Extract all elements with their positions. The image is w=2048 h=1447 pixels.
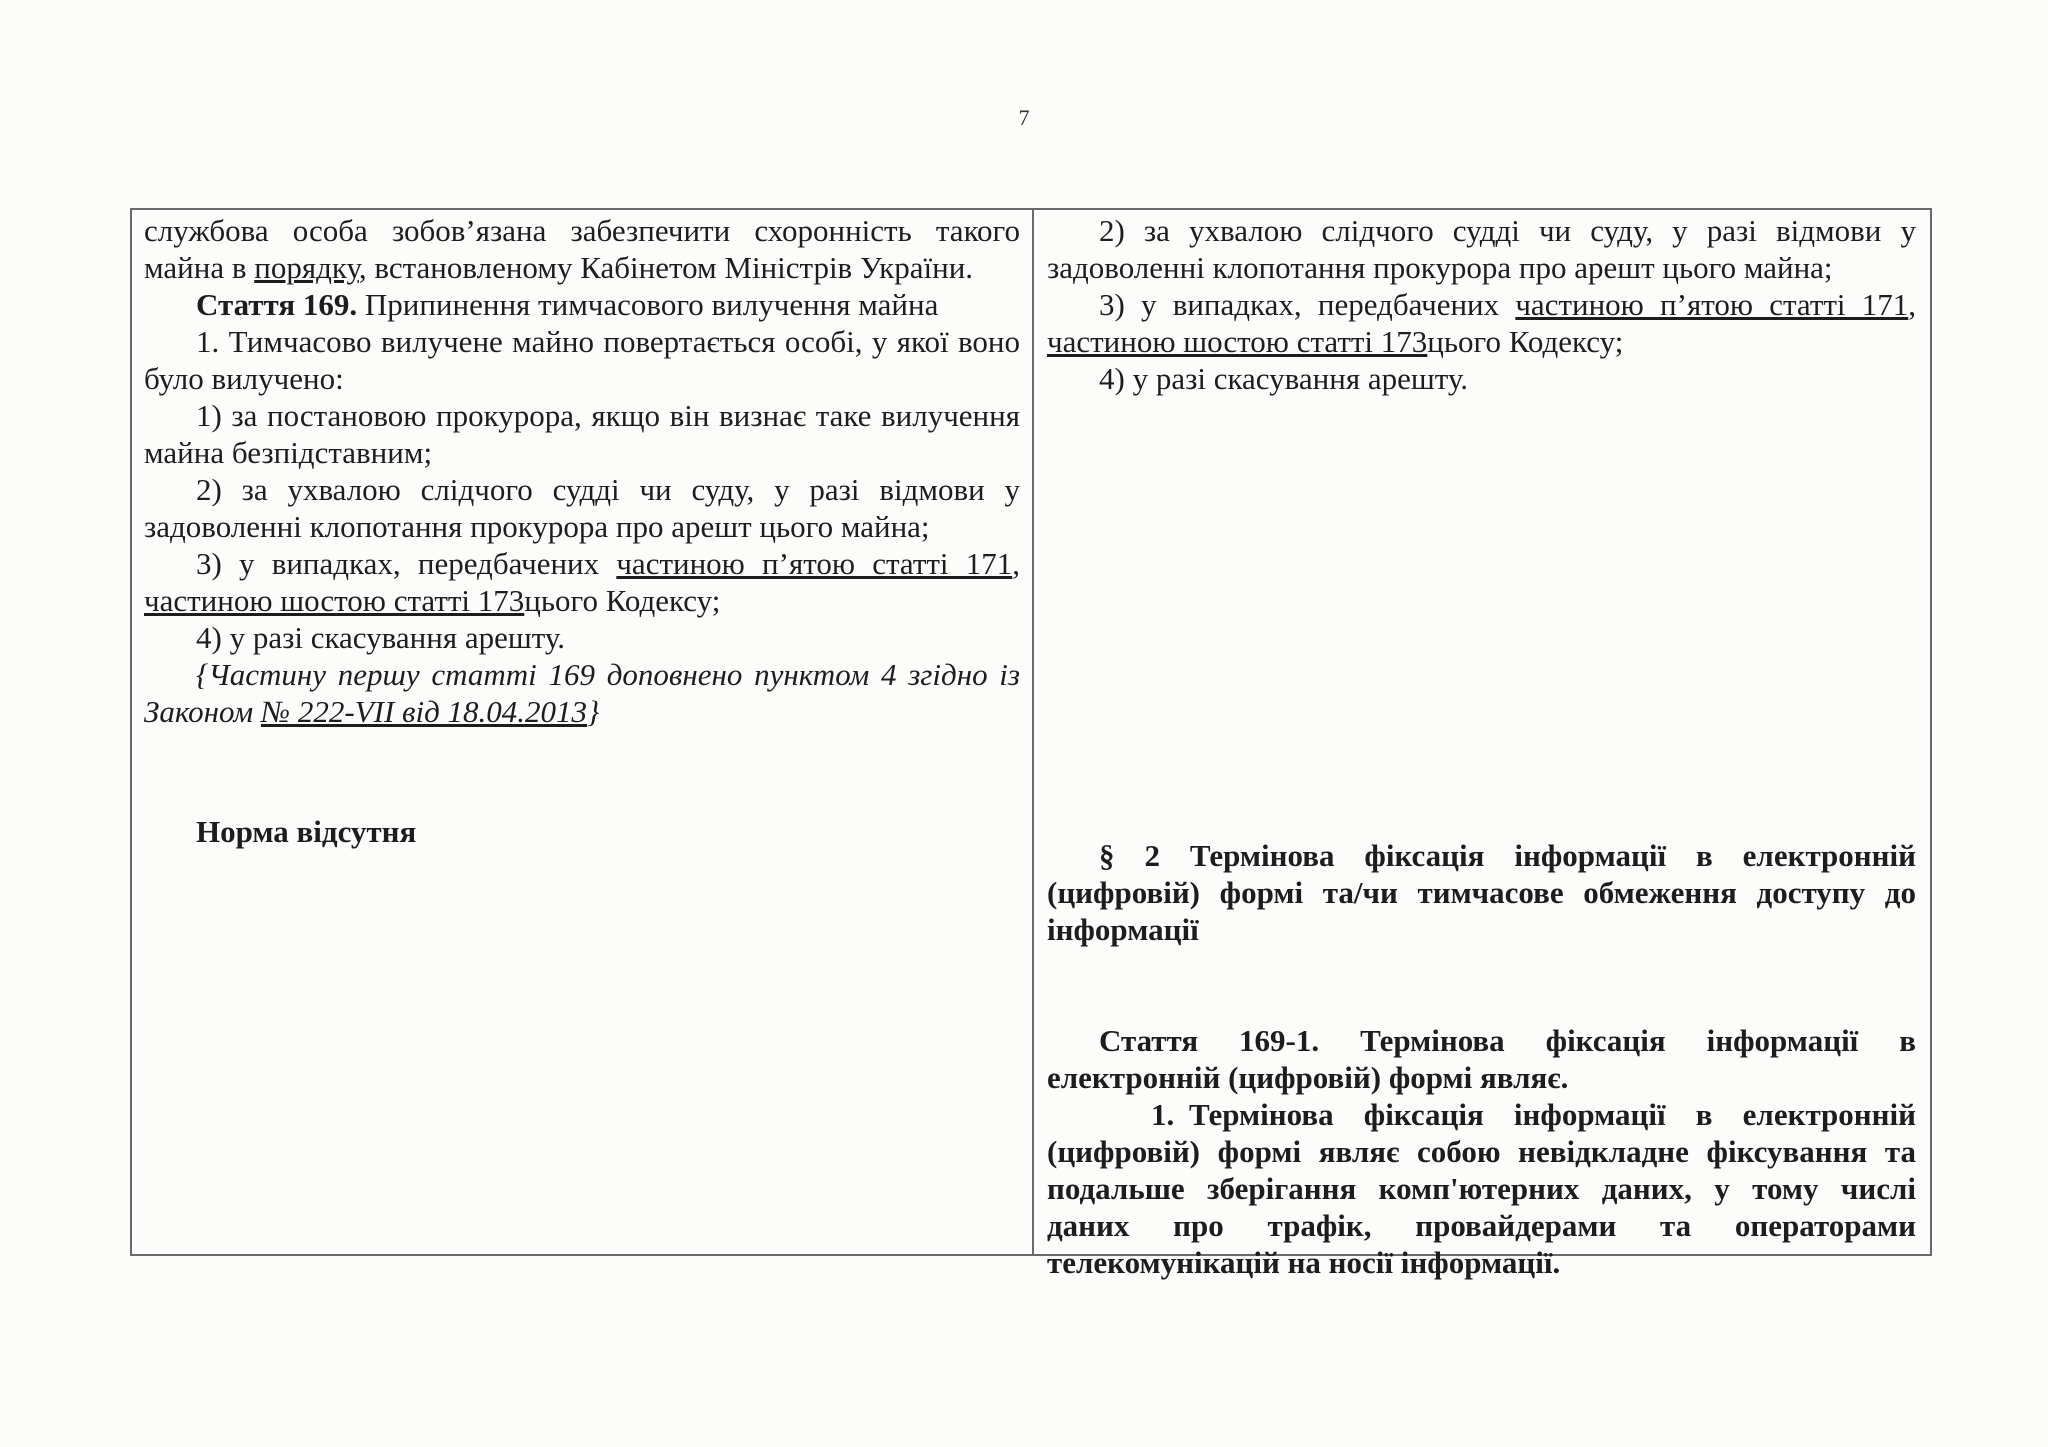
norm-absent: Норма відсутня: [196, 814, 417, 849]
article-169-heading: Стаття 169. Припинення тимчасового вилучення майна: [196, 287, 939, 322]
item-2: 2) за ухвалою слідчого судді чи суду, у разі відмови у задоволенні клопотання прокурора про арешт цього майна;: [144, 472, 1020, 544]
item-2-proposed: 2) за ухвалою слідчого судді чи суду, у разі відмови у задоволенні клопотання прокурора про арешт цього майна;: [1047, 213, 1916, 285]
article-171-link[interactable]: частиною п’ятою статті 171: [616, 546, 1013, 581]
item-3: 3) у випадках, передбачених частиною п’ятою статті 171, частиною шостою статті 173цього Кодексу;: [144, 546, 1020, 618]
article-171-link-proposed[interactable]: частиною п’ятою статті 171: [1515, 287, 1909, 322]
article-169-1-part-1: 1. Термінова фіксація інформації в електронній (цифровій) формі являє собою невідкладне фіксування та подальше зберігання комп'ютерних даних, у тому числі даних про трафік, провайдерами та операторами телекомунікацій на носії інформації.: [1047, 1097, 1916, 1280]
item-4-proposed: 4) у разі скасування арешту.: [1099, 361, 1469, 396]
amendment-note: {Частину першу статті 169 доповнено пунктом 4 згідно із Законом № 222-VII від 18.04.2013}: [144, 657, 1020, 729]
law-222-vii-link[interactable]: № 222-VII від 18.04.2013: [260, 694, 588, 729]
item-4: 4) у разі скасування арешту.: [196, 620, 566, 655]
part-1: 1. Тимчасово вилучене майно повертається особі, у якої воно було вилучено:: [144, 324, 1020, 396]
article-169-1-heading: Стаття 169-1. Термінова фіксація інформації в електронній (цифровій) формі являє.: [1047, 1023, 1916, 1095]
procedure-link[interactable]: порядку: [254, 250, 359, 285]
page-number: 7: [1018, 105, 1030, 130]
section-2-heading: § 2 Термінова фіксація інформації в електронній (цифровій) формі та/чи тимчасове обмеження доступу до інформації: [1047, 838, 1916, 947]
intro-paragraph: службова особа зобов’язана забезпечити схоронність такого майна в порядку, встановленому Кабінетом Міністрів України.: [144, 213, 1020, 285]
comparison-table: [130, 208, 1932, 1280]
item-3-proposed: 3) у випадках, передбачених частиною п’ятою статті 171, частиною шостою статті 173цього Кодексу;: [1047, 287, 1916, 359]
article-173-link[interactable]: частиною шостою статті 173: [144, 583, 525, 618]
proposed-text-column: [1034, 210, 1930, 1280]
article-173-link-proposed[interactable]: частиною шостою статті 173: [1047, 324, 1428, 359]
item-1: 1) за постановою прокурора, якщо він визнає таке вилучення майна безпідставним;: [144, 398, 1020, 470]
current-text-column: [132, 210, 1034, 1254]
